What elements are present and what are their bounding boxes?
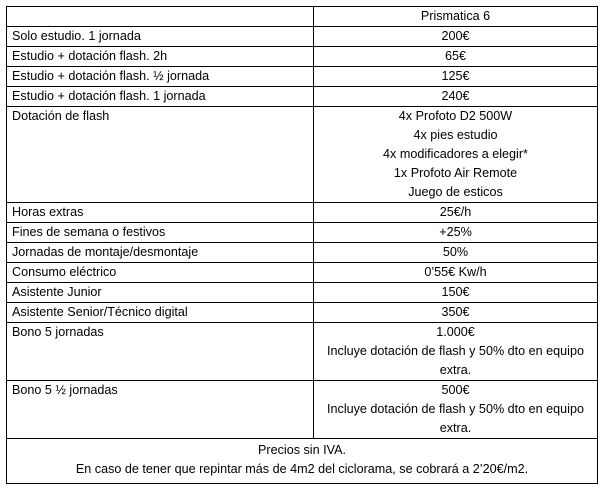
row-label: Jornadas de montaje/desmontaje bbox=[7, 243, 314, 263]
row-value-line: Juego de esticos bbox=[408, 185, 503, 199]
table-row bbox=[7, 263, 598, 283]
footer-row bbox=[7, 439, 598, 484]
table-row bbox=[7, 87, 598, 107]
header-label-cell bbox=[7, 7, 314, 27]
row-label: Fines de semana o festivos bbox=[7, 223, 314, 243]
row-value-line: +25% bbox=[439, 225, 472, 239]
row-value-line: extra. bbox=[439, 421, 472, 435]
row-label: Asistente Senior/Técnico digital bbox=[7, 303, 314, 323]
row-value bbox=[314, 27, 598, 47]
row-value-line: 350€ bbox=[441, 305, 470, 319]
row-value bbox=[314, 303, 598, 323]
row-label: Solo estudio. 1 jornada bbox=[7, 27, 314, 47]
row-label: Asistente Junior bbox=[7, 283, 314, 303]
row-label: Estudio + dotación flash. 1 jornada bbox=[7, 87, 314, 107]
table-row bbox=[7, 323, 598, 381]
row-value-line: Incluye dotación de flash y 50% dto en equipo bbox=[327, 402, 584, 416]
header-row bbox=[7, 7, 598, 27]
row-value-line: 1.000€ bbox=[436, 325, 475, 339]
row-value bbox=[314, 107, 598, 203]
row-value-line: Incluye dotación de flash y 50% dto en equipo bbox=[327, 344, 584, 358]
row-value-line: 1x Profoto Air Remote bbox=[393, 166, 518, 180]
table-row bbox=[7, 243, 598, 263]
row-label: Estudio + dotación flash. 2h bbox=[7, 47, 314, 67]
table-row bbox=[7, 223, 598, 243]
row-value bbox=[314, 87, 598, 107]
header-column-title: Prismatica 6 bbox=[314, 7, 598, 27]
footer-note bbox=[7, 439, 598, 484]
price-table bbox=[6, 6, 598, 484]
footer-note-line: En caso de tener que repintar más de 4m2 del ciclorama, se cobrará a 2’20€/m2. bbox=[75, 462, 529, 476]
row-value bbox=[314, 47, 598, 67]
row-value-line: 50% bbox=[442, 245, 469, 259]
table-row bbox=[7, 381, 598, 439]
row-value-line: 4x modificadores a elegir* bbox=[383, 147, 528, 161]
row-value bbox=[314, 223, 598, 243]
row-value-line: extra. bbox=[439, 363, 472, 377]
table-row bbox=[7, 67, 598, 87]
table-row bbox=[7, 203, 598, 223]
row-value-line: 65€ bbox=[444, 49, 466, 63]
row-value-line: 4x Profoto D2 500W bbox=[398, 109, 513, 123]
row-label: Dotación de flash bbox=[7, 107, 314, 203]
row-value-line: 0’55€ Kw/h bbox=[424, 265, 487, 279]
row-value bbox=[314, 203, 598, 223]
row-value bbox=[314, 263, 598, 283]
row-label: Horas extras bbox=[7, 203, 314, 223]
row-label: Bono 5 jornadas bbox=[7, 323, 314, 381]
row-label: Estudio + dotación flash. ½ jornada bbox=[7, 67, 314, 87]
table-row bbox=[7, 27, 598, 47]
row-value-line: 150€ bbox=[441, 285, 470, 299]
row-value-line: 200€ bbox=[441, 29, 470, 43]
row-value-line: 240€ bbox=[441, 89, 470, 103]
row-value bbox=[314, 243, 598, 263]
row-value-line: 500€ bbox=[441, 383, 470, 397]
row-value-line: 4x pies estudio bbox=[413, 128, 498, 142]
row-label: Bono 5 ½ jornadas bbox=[7, 381, 314, 439]
table-row bbox=[7, 47, 598, 67]
row-value bbox=[314, 283, 598, 303]
footer-note-line: Precios sin IVA. bbox=[258, 443, 346, 457]
row-value bbox=[314, 381, 598, 439]
row-label: Consumo eléctrico bbox=[7, 263, 314, 283]
table-row bbox=[7, 107, 598, 203]
row-value-line: 25€/h bbox=[439, 205, 472, 219]
price-table-body bbox=[7, 7, 598, 484]
row-value bbox=[314, 323, 598, 381]
table-row bbox=[7, 283, 598, 303]
row-value-line: 125€ bbox=[441, 69, 470, 83]
table-row bbox=[7, 303, 598, 323]
row-value bbox=[314, 67, 598, 87]
